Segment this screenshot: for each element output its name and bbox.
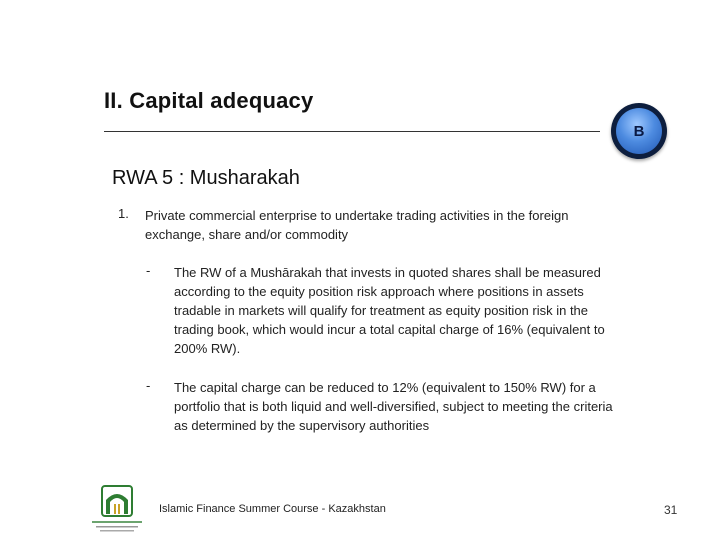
bullet-marker: -	[146, 378, 151, 393]
slide-subtitle: RWA 5 : Musharakah	[112, 167, 300, 189]
section-badge	[611, 103, 667, 159]
slide-title: II. Capital adequacy	[104, 88, 314, 113]
bullet-marker: -	[146, 263, 151, 278]
bullet-text: The RW of a Mushārakah that invests in quoted shares shall be measured according to the equity position risk approach where positions in assets tradable in markets will qualify for treatment as equity position risk in the trading book, which would incur a total capital charge of 16% (equivalent to 200% RW).	[174, 265, 605, 356]
title-divider	[104, 131, 600, 132]
list-item-number: 1.	[118, 206, 129, 221]
footer-course-name: Islamic Finance Summer Course - Kazakhstan	[159, 503, 386, 515]
list-item-text: Private commercial enterprise to undertake trading activities in the foreign exchange, share and/or commodity	[145, 208, 569, 242]
institute-logo	[88, 484, 146, 534]
badge-letter: B	[616, 108, 662, 154]
bullet-text: The capital charge can be reduced to 12% (equivalent to 150% RW) for a portfolio that is both liquid and well-diversified, subject to meeting the criteria as determined by the supervisory authorities	[174, 380, 613, 433]
page-number: 31	[664, 503, 678, 517]
